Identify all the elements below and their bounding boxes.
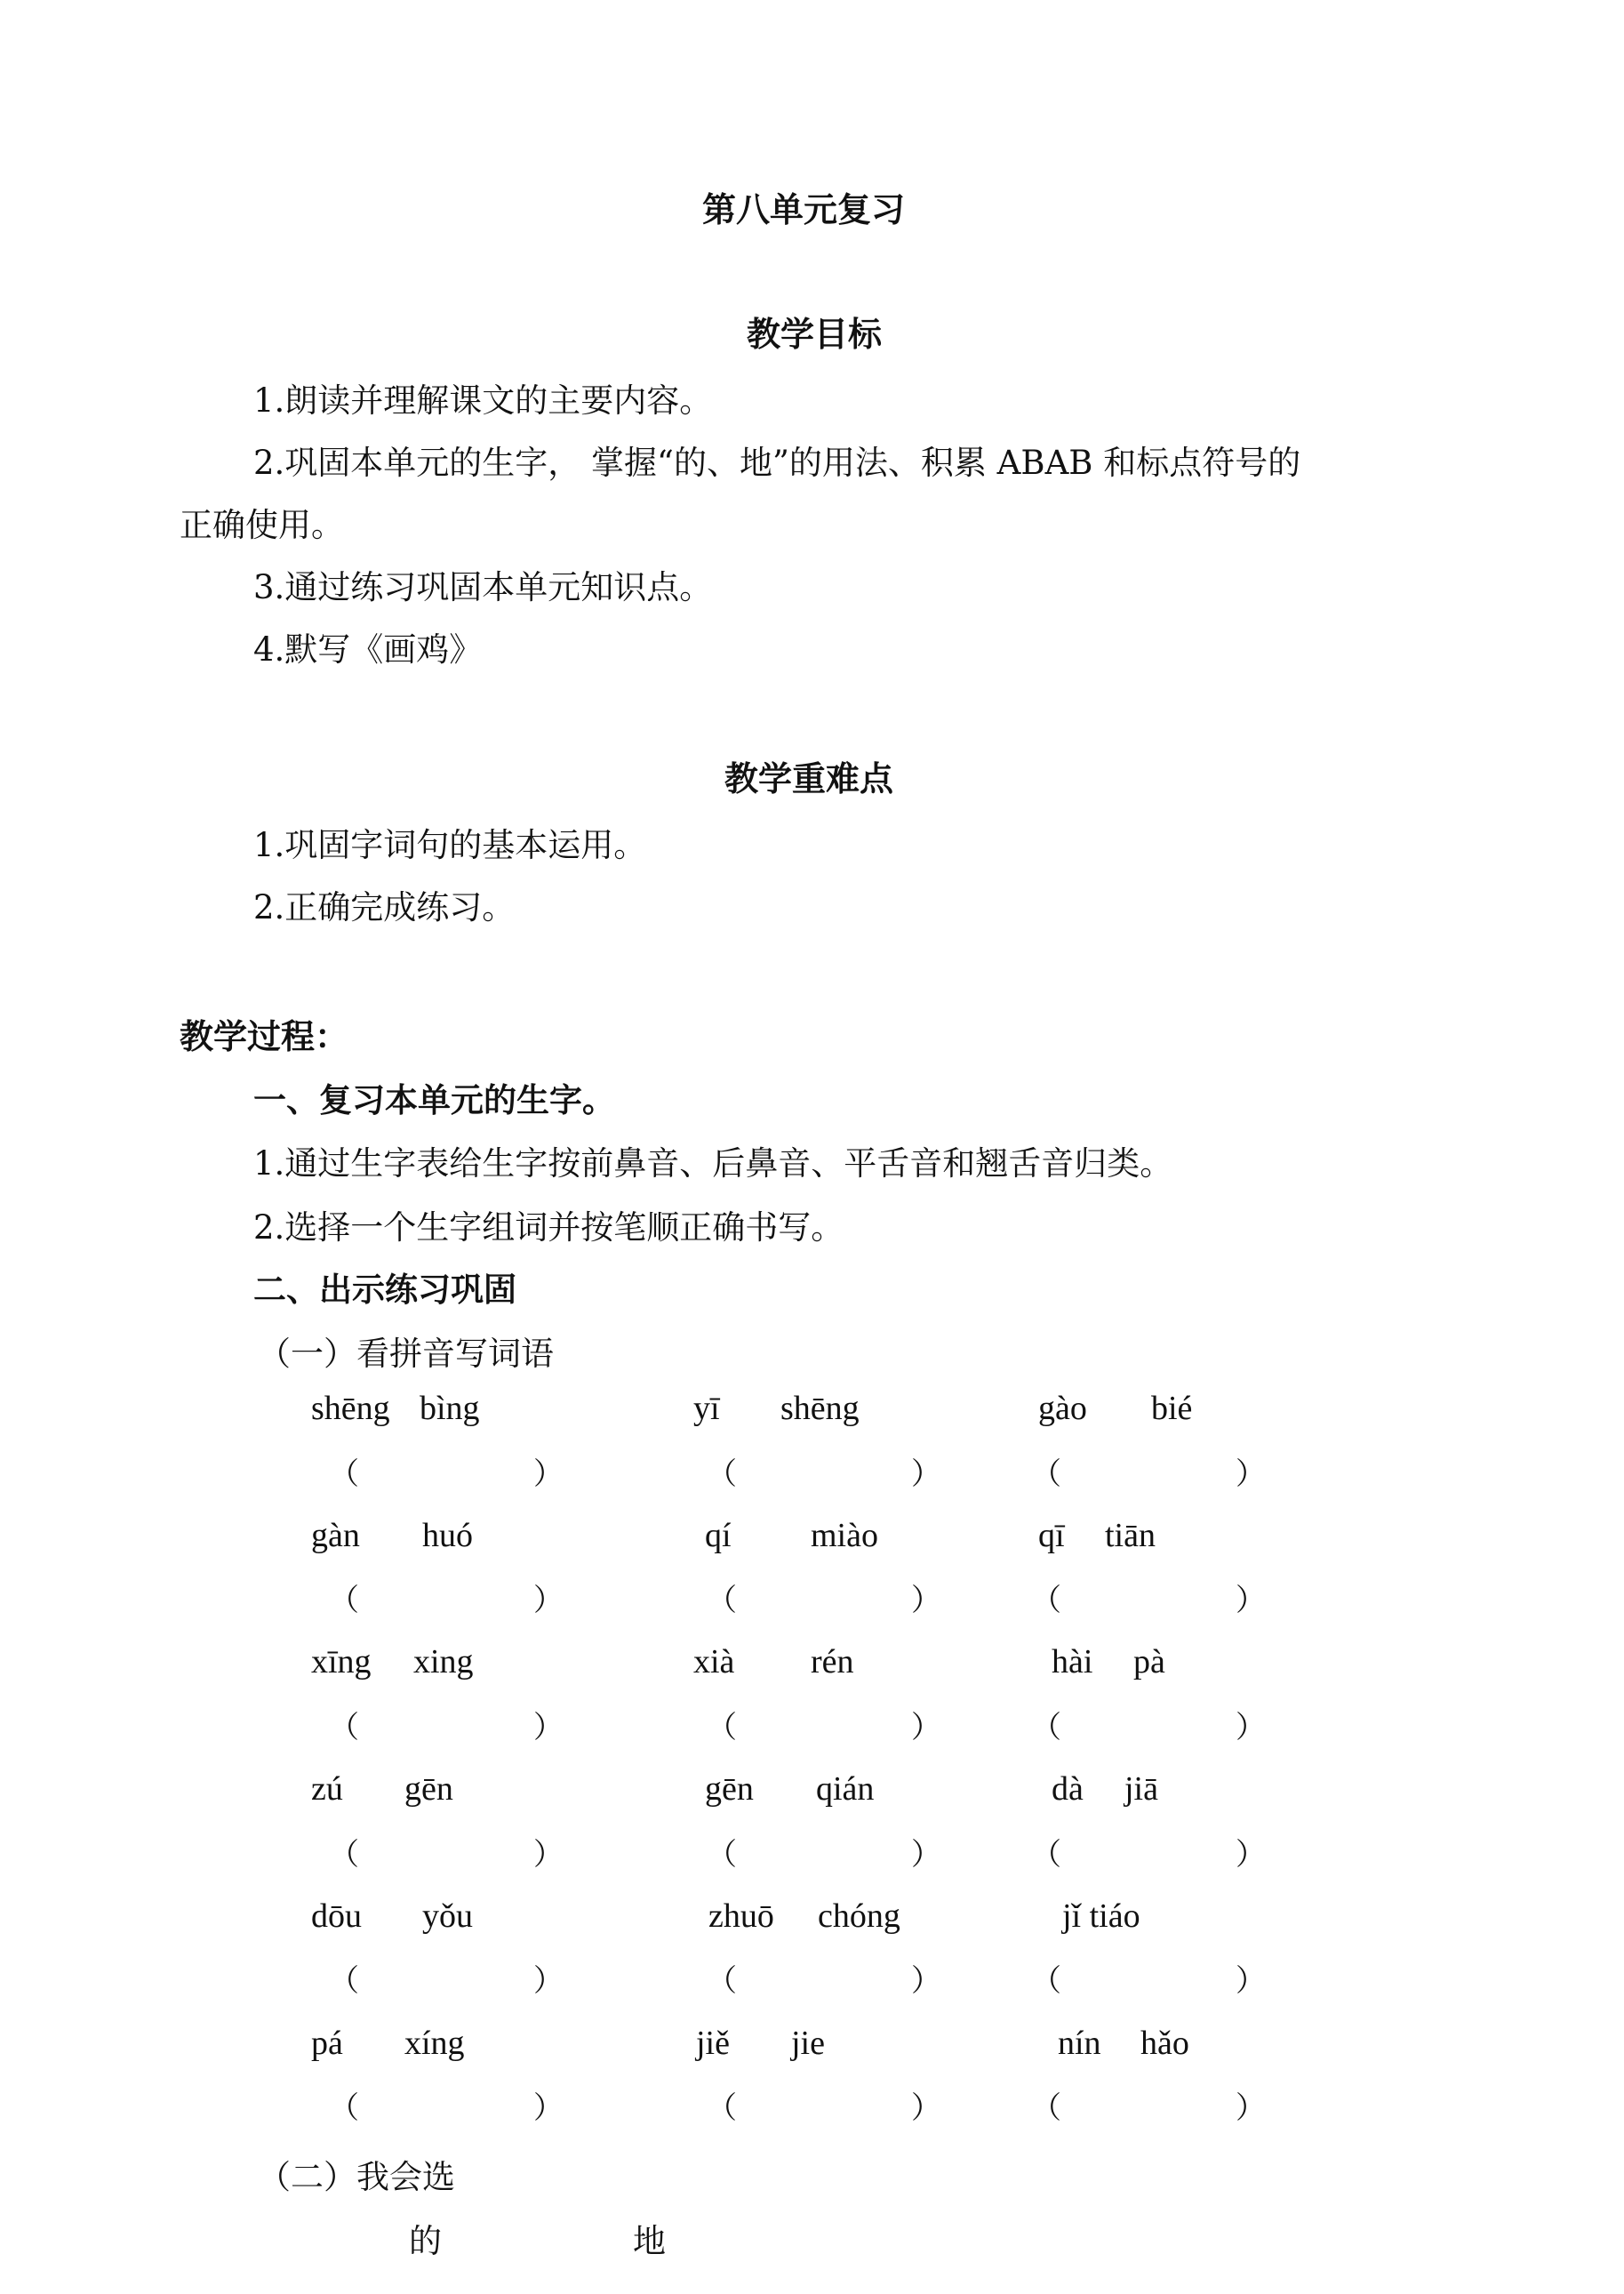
answer-blank-close: ）	[911, 2090, 941, 2126]
pinyin-syllable: pá	[311, 2025, 343, 2062]
answer-blank-open: （	[1031, 2090, 1061, 2126]
pinyin-syllable: jǐ tiáo	[1062, 1897, 1140, 1935]
section-1-heading: 一、复习本单元的生字。	[253, 1080, 615, 1119]
answer-blank-close: ）	[911, 1837, 941, 1873]
answer-blank-open: （	[1031, 1963, 1061, 1999]
pinyin-syllable: dōu	[311, 1897, 362, 1935]
key-points-heading: 教学重难点	[724, 758, 894, 798]
pinyin-exercise-label: （一）看拼音写词语	[258, 1335, 554, 1373]
pinyin-syllable: zú	[311, 1770, 343, 1808]
choice-de-1: 的	[409, 2222, 442, 2260]
pinyin-syllable: qí	[705, 1517, 732, 1554]
answer-blank-close: ）	[1236, 1710, 1266, 1745]
answer-blank-open: （	[707, 1837, 737, 1873]
pinyin-syllable: miào	[811, 1517, 878, 1554]
answer-blank-open: （	[329, 1456, 359, 1492]
objective-2: 2.巩固本单元的生字， 掌握“的、地”的用法、积累 ABAB 和标点符号的	[253, 444, 1301, 482]
pinyin-syllable: tiān	[1105, 1517, 1156, 1554]
objective-2-continued: 正确使用。	[180, 506, 344, 544]
pinyin-syllable: hǎo	[1140, 2025, 1189, 2062]
section-1-item-1: 1.通过生字表给生字按前鼻音、后鼻音、平舌音和翘舌音归类。	[253, 1144, 1173, 1183]
pinyin-syllable: bié	[1151, 1390, 1193, 1427]
answer-blank-close: ）	[533, 1456, 564, 1492]
answer-blank-open: （	[1031, 1710, 1061, 1745]
pinyin-syllable: rén	[811, 1643, 854, 1680]
answer-blank-open: （	[707, 2090, 737, 2126]
pinyin-syllable: hài	[1052, 1643, 1093, 1680]
pinyin-syllable: qī	[1038, 1517, 1065, 1554]
pinyin-syllable: jie	[791, 2025, 825, 2062]
answer-blank-open: （	[707, 1583, 737, 1618]
answer-blank-close: ）	[911, 1456, 941, 1492]
key-point-1: 1.巩固字词句的基本运用。	[253, 826, 647, 864]
answer-blank-close: ）	[911, 1710, 941, 1745]
pinyin-syllable: nín	[1058, 2025, 1101, 2062]
pinyin-syllable: shēng	[311, 1390, 390, 1427]
answer-blank-close: ）	[911, 1963, 941, 1999]
answer-blank-open: （	[1031, 1583, 1061, 1618]
section-1-item-2: 2.选择一个生字组词并按笔顺正确书写。	[253, 1208, 844, 1247]
answer-blank-open: （	[329, 1710, 359, 1745]
choice-de-2: 地	[633, 2222, 666, 2260]
pinyin-syllable: gào	[1038, 1390, 1087, 1427]
objective-3: 3.通过练习巩固本单元知识点。	[253, 568, 713, 606]
pinyin-syllable: xíng	[404, 2025, 465, 2062]
answer-blank-close: ）	[1236, 1963, 1266, 1999]
answer-blank-close: ）	[533, 1837, 564, 1873]
answer-blank-open: （	[707, 1963, 737, 1999]
answer-blank-open: （	[329, 1963, 359, 1999]
pinyin-syllable: gēn	[705, 1770, 754, 1808]
pinyin-syllable: shēng	[780, 1390, 860, 1427]
pinyin-syllable: zhuō	[708, 1897, 774, 1935]
objective-1: 1.朗读并理解课文的主要内容。	[253, 381, 713, 420]
pinyin-syllable: huó	[422, 1517, 473, 1554]
pinyin-syllable: yǒu	[422, 1897, 473, 1935]
pinyin-syllable: bìng	[420, 1390, 480, 1427]
pinyin-syllable: xīng	[311, 1643, 372, 1680]
objectives-heading: 教学目标	[747, 314, 883, 354]
answer-blank-open: （	[707, 1456, 737, 1492]
pinyin-syllable: chóng	[818, 1897, 900, 1935]
pinyin-syllable: dà	[1052, 1770, 1084, 1808]
answer-blank-close: ）	[533, 2090, 564, 2126]
answer-blank-open: （	[1031, 1456, 1061, 1492]
answer-blank-open: （	[329, 1583, 359, 1618]
pinyin-syllable: xià	[693, 1643, 735, 1680]
answer-blank-close: ）	[533, 1583, 564, 1618]
pinyin-syllable: pà	[1133, 1643, 1165, 1680]
process-heading: 教学过程：	[180, 1016, 349, 1056]
answer-blank-close: ）	[1236, 1456, 1266, 1492]
choice-exercise-label: （二）我会选	[258, 2158, 455, 2196]
answer-blank-close: ）	[1236, 1583, 1266, 1618]
answer-blank-close: ）	[533, 1963, 564, 1999]
answer-blank-open: （	[329, 2090, 359, 2126]
pinyin-syllable: xing	[413, 1643, 474, 1680]
answer-blank-close: ）	[533, 1710, 564, 1745]
pinyin-syllable: yī	[693, 1390, 720, 1427]
objective-4: 4.默写《画鸡》	[253, 630, 483, 669]
answer-blank-open: （	[707, 1710, 737, 1745]
answer-blank-open: （	[1031, 1837, 1061, 1873]
pinyin-syllable: jiě	[696, 2025, 730, 2062]
pinyin-syllable: gēn	[404, 1770, 453, 1808]
pinyin-syllable: jiā	[1124, 1770, 1158, 1808]
page-title: 第八单元复习	[702, 189, 906, 229]
answer-blank-open: （	[329, 1837, 359, 1873]
key-point-2: 2.正确完成练习。	[253, 888, 516, 926]
pinyin-syllable: qián	[816, 1770, 875, 1808]
section-2-heading: 二、出示练习巩固	[253, 1270, 516, 1309]
answer-blank-close: ）	[911, 1583, 941, 1618]
answer-blank-close: ）	[1236, 2090, 1266, 2126]
answer-blank-close: ）	[1236, 1837, 1266, 1873]
pinyin-syllable: gàn	[311, 1517, 360, 1554]
